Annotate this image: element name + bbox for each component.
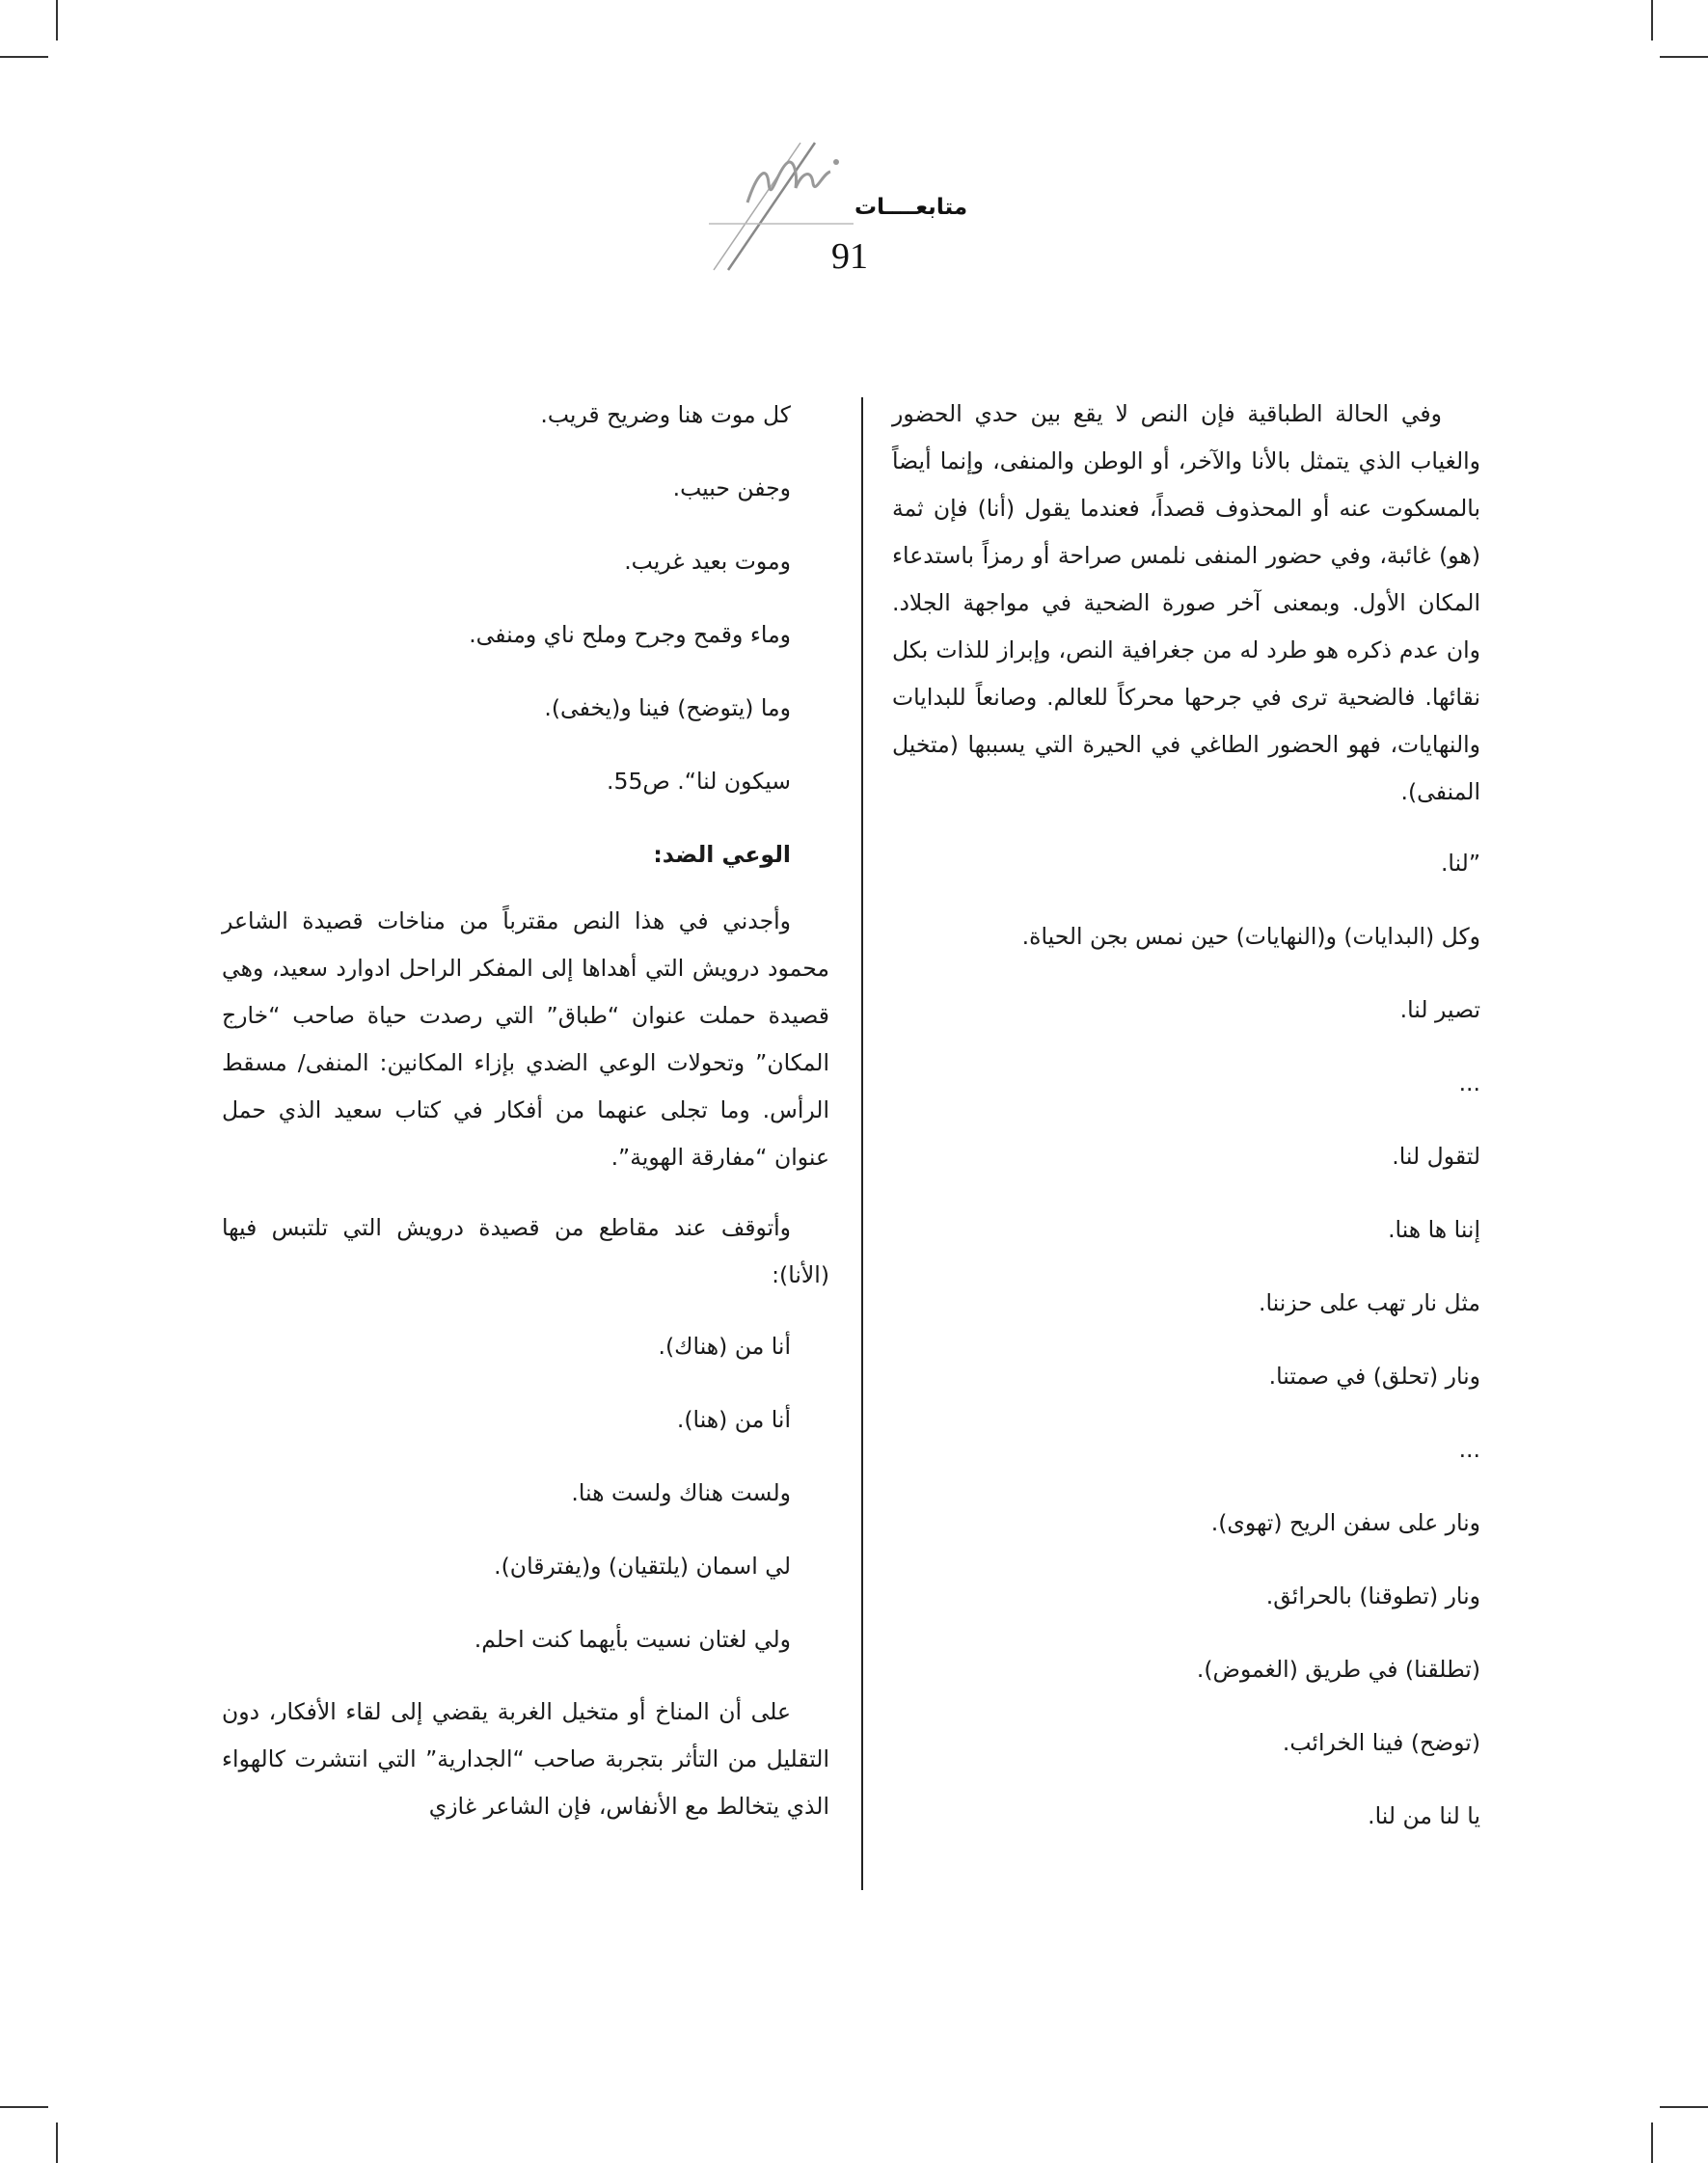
verse-line: وما (يتوضح) فينا و(يخفى).	[544, 694, 791, 721]
verse-line: لي اسمان (يلتقيان) و(يفترقان).	[494, 1553, 791, 1580]
paragraph: وأتوقف عند مقاطع من قصيدة درويش التي تلتبس فيها (الأنا):	[222, 1214, 829, 1288]
verse-line: ”لنا.	[1440, 850, 1480, 877]
verse-line: وموت بعيد غريب.	[624, 548, 791, 575]
verse-line: ولست هناك ولست هنا.	[571, 1479, 791, 1506]
verse-line: (تطلقنا) في طريق (الغموض).	[1196, 1656, 1480, 1683]
section-subheading: الوعي الضد:	[653, 841, 791, 868]
verse-line: لتقول لنا.	[1392, 1143, 1480, 1170]
verse-line: أنا من (هنا).	[676, 1406, 791, 1433]
section-label: متابعــــات	[854, 195, 968, 220]
crop-mark-bottom-left	[56, 2122, 58, 2163]
crop-mark-top-left-h	[0, 56, 48, 58]
verse-line: أنا من (هناك).	[658, 1333, 791, 1360]
paragraph: وأجدني في هذا النص مقترباً من مناخات قصيدة الشاعر محمود درويش التي أهداها إلى المفكر الراحل ادوارد سعيد، وهي قصيدة حملت عنوان “طباق” التي رصدت حياة صاحب “خارج المكان” وتحولات الوعي الضدي بإزاء المكانين: المنفى/ مسقط الرأس. وما تجلى عنهما من أفكار في كتاب سعيد الذي حمل عنوان “مفارقة الهوية”.	[222, 907, 829, 1171]
crop-mark-bottom-right-h	[1660, 2106, 1708, 2108]
verse-line: ...	[1458, 1436, 1480, 1463]
verse-line: (توضح) فينا الخرائب.	[1282, 1729, 1480, 1756]
verse-line: وكل (البدايات) و(النهايات) حين نمس بجن الحياة.	[1021, 923, 1480, 950]
verse-line: ولي لغتان نسيت بأيهما كنت احلم.	[474, 1626, 791, 1653]
paragraph: على أن المناخ أو متخيل الغربة يقضي إلى لقاء الأفكار، دون التقليل من التأثر بتجربة صاحب “الجدارية” التي انتشرت كالهواء الذي يتخالط مع الأنفاس، فإن الشاعر غازي	[222, 1698, 829, 1820]
verse-line: وماء وقمح وجرح وملح ناي ومنفى.	[469, 621, 791, 648]
verse-line: ونار على سفن الريح (تهوى).	[1210, 1509, 1480, 1536]
verse-line: يا لنا من لنا.	[1368, 1802, 1480, 1829]
verse-line: مثل نار تهب على حزننا.	[1259, 1289, 1480, 1316]
verse-line: سيكون لنا“. ص55.	[607, 768, 791, 795]
verse-line: تصير لنا.	[1399, 996, 1480, 1023]
crop-mark-top-left	[56, 0, 58, 41]
verse-line: إننا ها هنا.	[1388, 1216, 1480, 1243]
verse-line: ونار (تطوقنا) بالحرائق.	[1265, 1582, 1480, 1609]
crop-mark-bottom-left-h	[0, 2106, 48, 2108]
page-header	[0, 125, 1708, 289]
right-column	[892, 391, 1480, 1865]
left-column	[222, 391, 829, 1830]
column-divider	[861, 397, 863, 1890]
verse-line: ...	[1458, 1069, 1480, 1096]
crop-mark-top-right	[1651, 0, 1653, 41]
crop-mark-top-right-h	[1660, 56, 1708, 58]
verse-line: ونار (تحلق) في صمتنا.	[1268, 1363, 1480, 1390]
paragraph: وفي الحالة الطباقية فإن النص لا يقع بين حدي الحضور والغياب الذي يتمثل بالأنا والآخر، أو الوطن والمنفى، وإنما أيضاً بالمسكوت عنه أو المحذوف قصداً، فعندما يقول (أنا) فإن ثمة (هو) غائبة، وفي حضور المنفى نلمس صراحة أو رمزاً باستدعاء المكان الأول. وبمعنى آخر صورة الضحية في مواجهة الجلاد. وان عدم ذكره هو طرد له من جغرافية النص، وإبراز للذات بكل نقائها. فالضحية ترى في جرحها محركاً للعالم. وصانعاً للبدايات والنهايات، فهو الحضور الطاغي في الحيرة التي يسببها (متخيل المنفى).	[892, 400, 1480, 805]
verse-line: وجفن حبيب.	[672, 474, 791, 501]
page-number: 91	[831, 236, 868, 277]
verse-line: كل موت هنا وضريح قريب.	[540, 401, 791, 428]
crop-mark-bottom-right	[1651, 2122, 1653, 2163]
